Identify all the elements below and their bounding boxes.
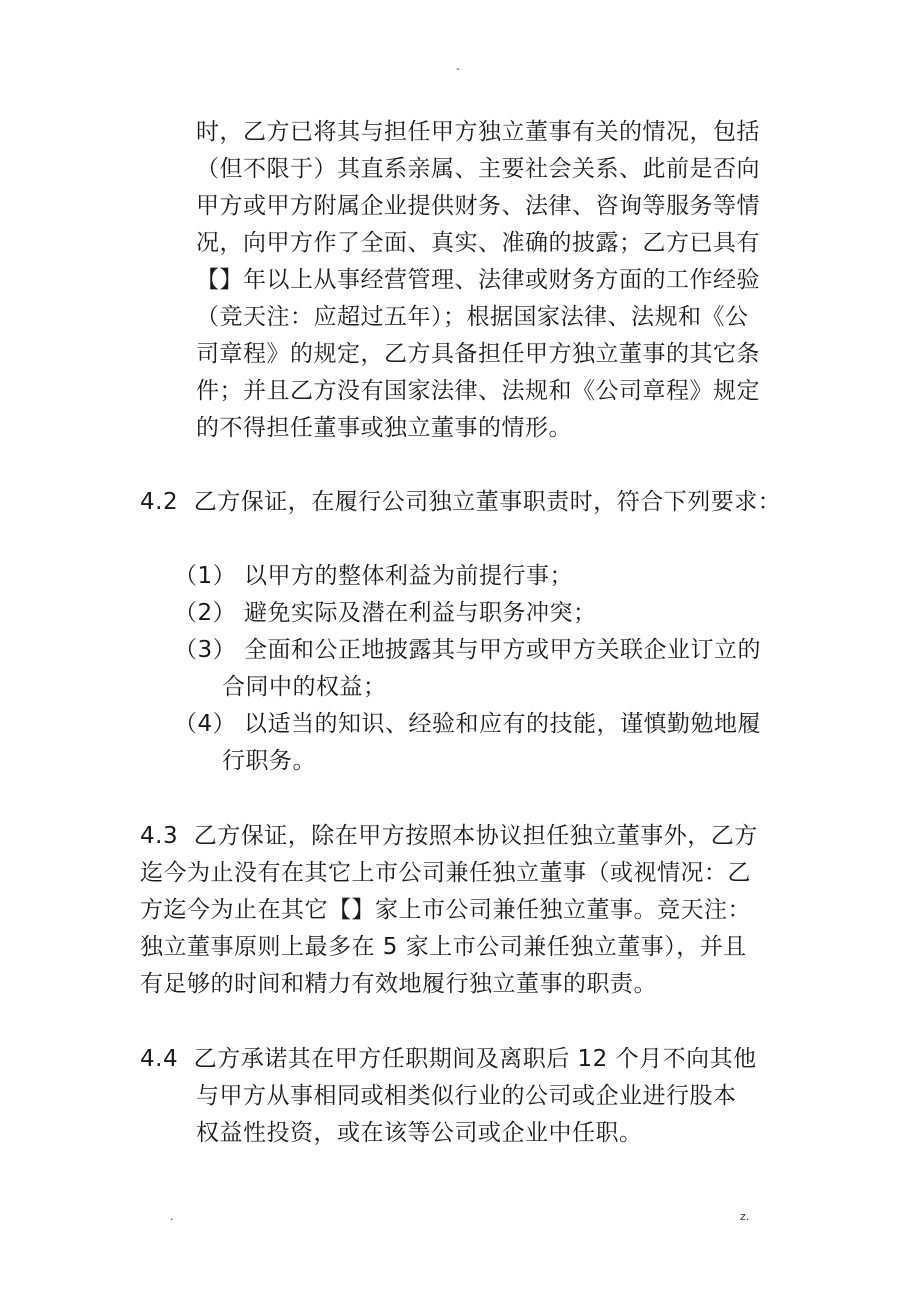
- clause-4-4-line: [140, 1041, 757, 1078]
- clause-4-3-line: 独立董事原则上最多在 5 家上市公司兼任独立董事），并且: [140, 934, 747, 960]
- clause-number: 4.4: [140, 1046, 179, 1072]
- clause-4-3-line: 有足够的时间和精力有效地履行独立董事的职责。: [140, 971, 657, 997]
- item-text: 避免实际及潜在利益与职务冲突；: [243, 600, 597, 626]
- clause-number: 4.3: [140, 823, 179, 849]
- clause-4-2: [140, 484, 781, 521]
- list-item-continuation: 合同中的权益；: [222, 674, 387, 700]
- text-line: 况，向甲方作了全面、真实、准确的披露；乙方已具有: [196, 230, 760, 256]
- clause-4-3-line: 迄今为止没有在其它上市公司兼任独立董事（或视情况：乙: [140, 860, 751, 886]
- clause-number: 4.2: [140, 489, 179, 515]
- text-line: 甲方或甲方附属企业提供财务、法律、咨询等服务等情: [196, 193, 760, 219]
- list-item: [174, 632, 761, 669]
- list-item: [174, 706, 761, 743]
- item-text: 以适当的知识、经验和应有的技能，谨慎勤勉地履: [243, 711, 761, 737]
- clause-4-3-line: [140, 818, 758, 855]
- list-item: [174, 558, 573, 595]
- text-line: 的不得担任董事或独立董事的情形。: [196, 415, 572, 441]
- text-line: （但不限于）其直系亲属、主要社会关系、此前是否向: [196, 156, 760, 182]
- clause-4-3-line: 方迄今为止在其它【】家上市公司兼任独立董事。竞天注：: [140, 897, 751, 923]
- list-item: [174, 595, 596, 632]
- list-item-continuation: 行职务。: [222, 748, 316, 774]
- text-line: 时，乙方已将其与担任甲方独立董事有关的情况，包括: [196, 119, 760, 145]
- item-label: （3）: [174, 637, 237, 663]
- text-line: 【】年以上从事经营管理、法律或财务方面的工作经验: [196, 267, 760, 293]
- clause-text: 乙方承诺其在甲方任职期间及离职后 12 个月不向其他: [193, 1046, 757, 1072]
- footer-right-mark: z.: [740, 1210, 750, 1223]
- text-line: （竞天注：应超过五年）；根据国家法律、法规和《公: [196, 304, 749, 330]
- clause-4-4-line: 权益性投资，或在该等公司或企业中任职。: [196, 1120, 643, 1146]
- header-mark: -: [456, 62, 460, 75]
- clause-text: 乙方保证，除在甲方按照本协议担任独立董事外，乙方: [193, 823, 758, 849]
- item-text: 以甲方的整体利益为前提行事；: [243, 563, 573, 589]
- text-line: 件；并且乙方没有国家法律、法规和《公司章程》规定: [196, 378, 760, 404]
- clause-text: 乙方保证，在履行公司独立董事职责时，符合下列要求：: [193, 489, 782, 515]
- footer-left-mark: .: [170, 1210, 174, 1223]
- clause-4-1-continued: [196, 114, 796, 447]
- item-text: 全面和公正地披露其与甲方或甲方关联企业订立的: [243, 637, 761, 663]
- item-label: （2）: [174, 600, 237, 626]
- item-label: （1）: [174, 563, 237, 589]
- clause-4-4-line: 与甲方从事相同或相类似行业的公司或企业进行股本: [196, 1083, 737, 1109]
- item-label: （4）: [174, 711, 237, 737]
- text-line: 司章程》的规定，乙方具备担任甲方独立董事的其它条: [196, 341, 760, 367]
